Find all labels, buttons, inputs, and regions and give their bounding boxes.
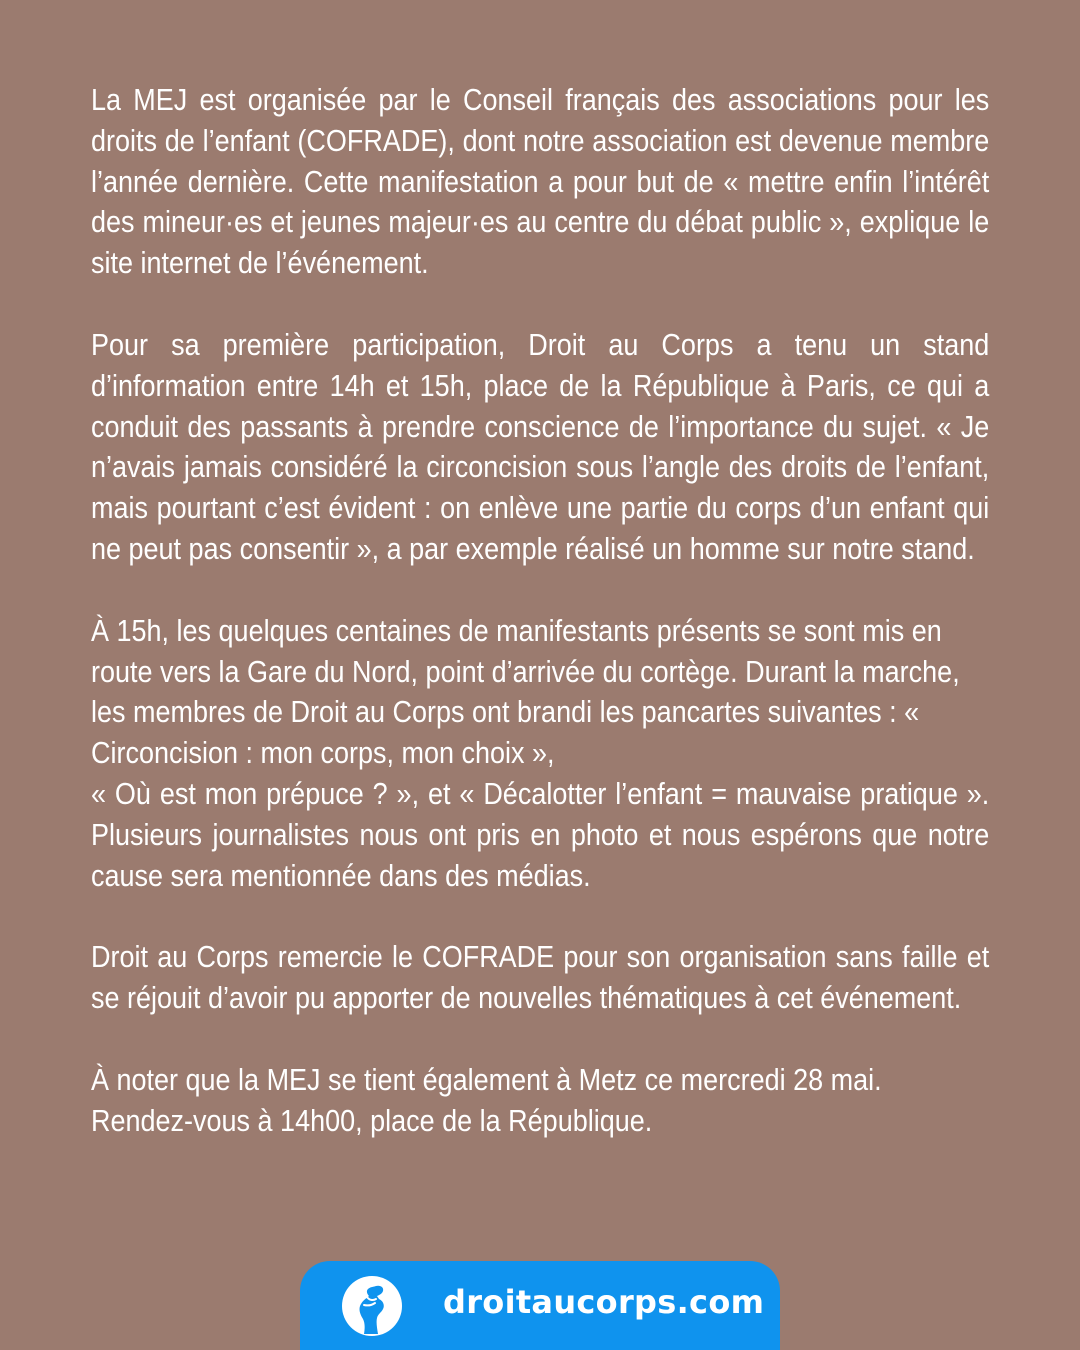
raised-fist-icon — [342, 1276, 402, 1336]
paragraph-5-line-b: Rendez-vous à 14h00, place de la République. — [91, 1103, 653, 1138]
paragraph-5-line-a: À noter que la MEJ se tient également à Metz ce mercredi 28 mai. — [91, 1062, 882, 1097]
article-body — [91, 80, 989, 1142]
paragraph-3-line-b: « Où est mon prépuce ? », et « Décalotter l’enfant = mauvaise pratique ». Plusieurs journalistes nous ont pris en photo et nous espérons que notre cause sera mentionnée dans des médias. — [91, 776, 990, 893]
website-link[interactable]: droitaucorps.com — [443, 1283, 765, 1321]
paragraph-3 — [91, 611, 989, 897]
paragraph-5 — [91, 1060, 989, 1142]
paragraph-2: Pour sa première participation, Droit au Corps a tenu un stand d’information entre 14h et 15h, place de la République à Paris, ce qui a conduit des passants à prendre conscience de l’importance du sujet. « Je n’avais jamais considéré la circoncision sous l’angle des droits de l’enfant, mais pourtant c’est évident : on enlève une partie du corps d’un enfant qui ne peut pas consentir », a par exemple réalisé un homme sur notre stand. — [91, 327, 990, 566]
paragraph-3-line-a: À 15h, les quelques centaines de manifestants présents se sont mis en route vers la Gare du Nord, point d’arrivée du cortège. Durant la marche, les membres de Droit au Corps ont brandi les pancartes suivantes : « Circoncision : mon corps, mon choix », — [91, 613, 960, 771]
paragraph-1: La MEJ est organisée par le Conseil français des associations pour les droits de l’enfant (COFRADE), dont notre association est devenue membre l’année dernière. Cette manifestation a pour but de « mettre enfin l’intérêt des mineur·es et jeunes majeur·es au centre du débat public », explique le site internet de l’événement. — [91, 83, 990, 281]
website-banner[interactable] — [300, 1261, 780, 1350]
paragraph-4: Droit au Corps remercie le COFRADE pour son organisation sans faille et se réjouit d’avoir pu apporter de nouvelles thématiques à cet événement. — [91, 940, 990, 1016]
